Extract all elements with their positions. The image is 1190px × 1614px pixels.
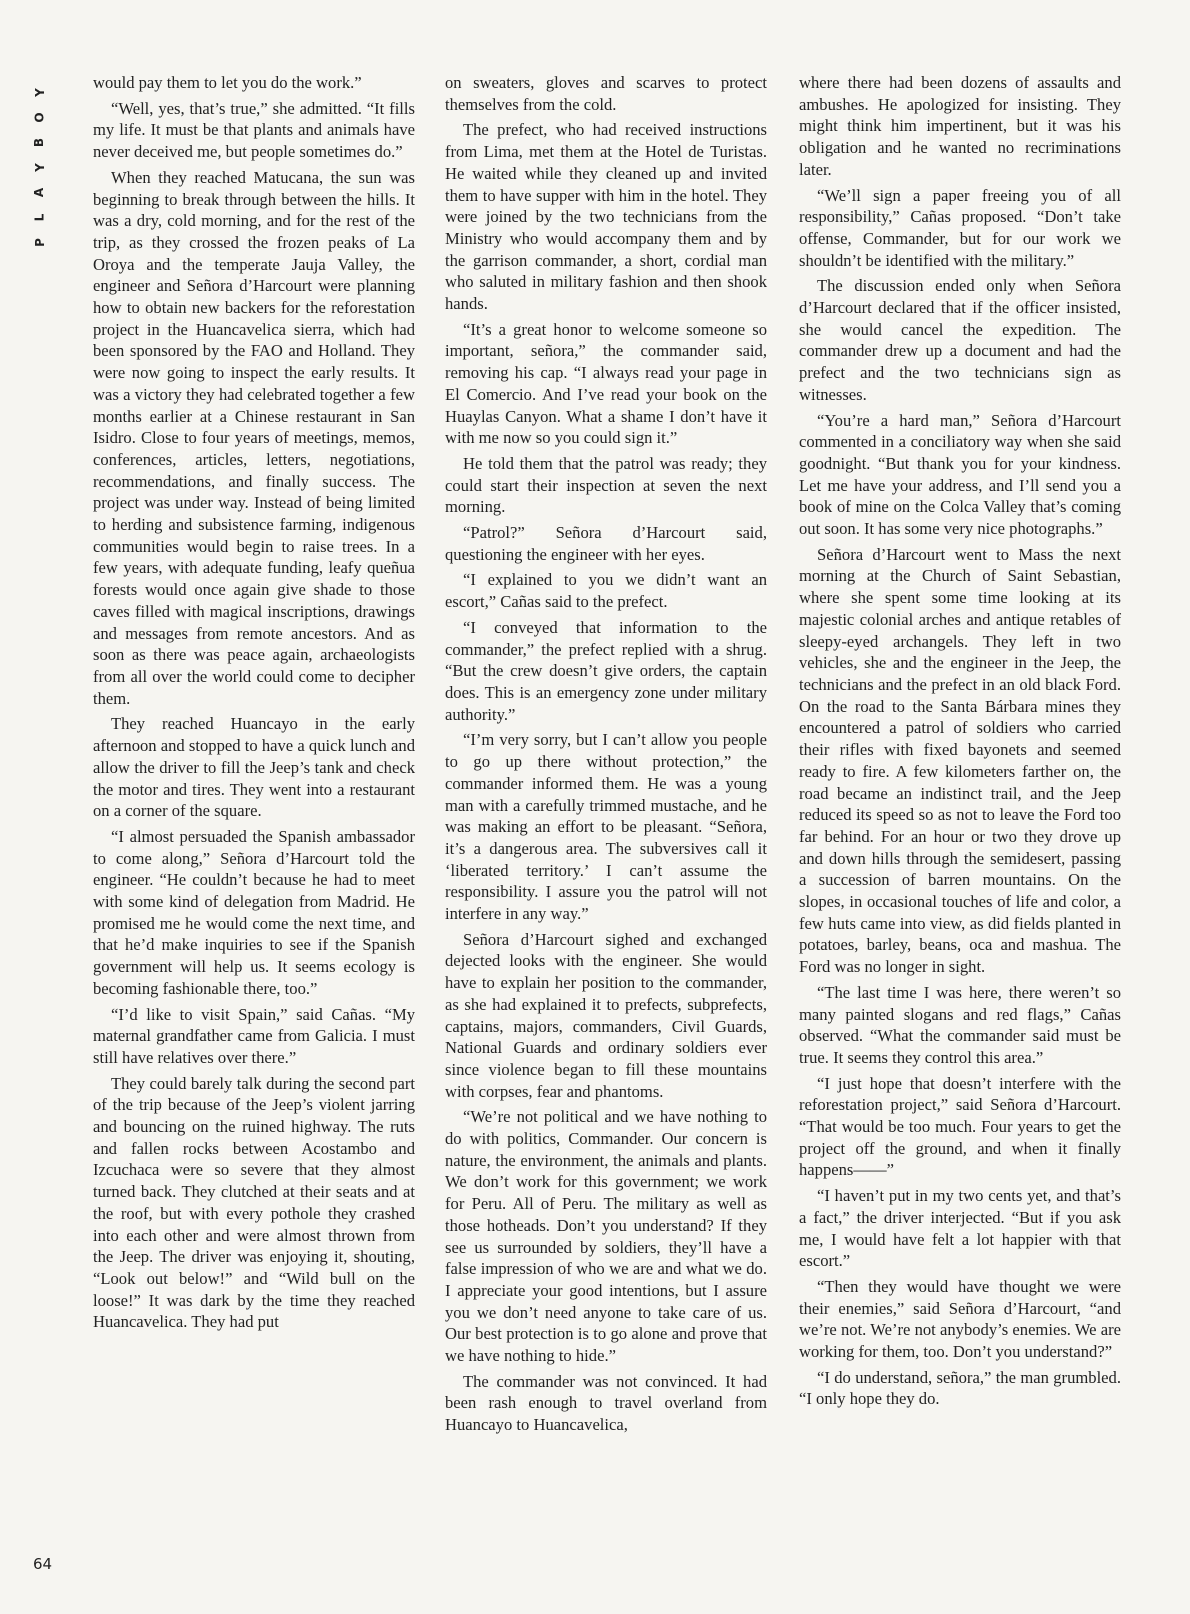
paragraph: “Then they would have thought we were their enemies,” said Señora d’Harcourt, “and we’re not. We’re not anybody’s enemies. We are working for them, too. Don’t you understand?” (799, 1276, 1121, 1362)
paragraph: “I almost persuaded the Spanish ambassador to come along,” Señora d’Harcourt told the engineer. “He couldn’t because he had to meet with some kind of delegation from Madrid. He promised me he would come the next time, and that he’d make inquiries to see if the Spanish government will help us. It seems ecology is becoming fashionable there, too.” (93, 826, 415, 998)
paragraph: would pay them to let you do the work.” (93, 73, 362, 92)
paragraph: “I explained to you we didn’t want an escort,” Cañas said to the prefect. (445, 570, 767, 612)
paragraph: Señora d’Harcourt went to Mass the next morning at the Church of Saint Sebastian, where she spent some time looking at its majestic colonial arches and antique retables of sleepy-eyed archangels. They left in two vehicles, she and the engineer in the Jeep, the technicians and the prefect in an old black Ford. On the road to the Santa Bárbara mines they encountered a patrol of soldiers who carried their rifles with fixed bayonets and seemed ready to fire. A few kilometers farther on, the road became an indistinct trail, and the Jeep reduced its speed so as not to leave the Ford too far behind. For an hour or two they drove up and down hills through the semidesert, passing a succession of barren mountains. On the slopes, in occasional touches of life and color, a few huts came into view, as did fields planted in potatoes, barley, beans, oca and mashua. The Ford was no longer in sight. (799, 544, 1121, 977)
paragraph: “I haven’t put in my two cents yet, and that’s a fact,” the driver interjected. “But if you ask me, I would have felt a lot happier with that escort.” (799, 1186, 1121, 1271)
paragraph: They could barely talk during the second part of the trip because of the Jeep’s violent jarring and bouncing on the ruined highway. The ruts and fallen rocks between Acostambo and Izcuchaca were so severe that they almost turned back. They clutched at their seats and at the roof, but with every pothole they crashed into each other and were almost thrown from the Jeep. The driver was enjoying it, shouting, “Look out below!” and “Wild bull on the loose!” It was dark by the time they reached Huancavelica. They had put (93, 1073, 415, 1332)
logo-letter: O (32, 112, 47, 123)
logo-letter: Y (32, 88, 47, 97)
paragraph: “It’s a great honor to welcome someone so important, señora,” the commander said, removing his cap. “I always read your page in El Comercio. And I’ve read your book on the Huaylas Canyon. What a shame I don’t have it with me now so you could sign it.” (445, 319, 767, 448)
paragraph: Señora d’Harcourt sighed and exchanged dejected looks with the engineer. She would have to explain her position to the commander, as she had explained it to prefects, subprefects, captains, majors, commanders, Civil Guards, National Guards and ordinary soldiers ever since violence began to fill these mountains with corpses, fear and phantoms. (445, 929, 767, 1101)
logo-letter: L (32, 213, 47, 222)
logo-letter: Y (32, 163, 47, 172)
paragraph: “We’re not political and we have nothing to do with politics, Commander. Our concern is nature, the environment, the animals and plants. We don’t work for this government; we work for Peru. All of Peru. The military as well as those hotheads. Don’t you understand? If they see us surrounded by soldiers, they’ll have a false impression of who we are and what we do. I appreciate your good intentions, but I assure you we don’t need anyone to take care of us. Our best protection is to go alone and prove that we have nothing to hide.” (445, 1107, 767, 1366)
page-number: 64 (33, 1555, 53, 1573)
paragraph: “Patrol?” Señora d’Harcourt said, questioning the engineer with her eyes. (445, 523, 767, 564)
paragraph: where there had been dozens of assaults and ambushes. He apologized for insisting. They might think him impertinent, but it was his obligation and he wanted no recriminations later. (799, 73, 1121, 179)
paragraph: “I conveyed that information to the commander,” the prefect replied with a shrug. “But the crew doesn’t give orders, the captain does. This is an emergency zone under military authority.” (445, 617, 767, 724)
paragraph: “I’d like to visit Spain,” said Cañas. “My maternal grandfather came from Galicia. I must still have relatives over there.” (93, 1004, 415, 1067)
paragraph: “I just hope that doesn’t interfere with the reforestation project,” said Señora d’Harcourt. “That would be too much. Four years to get the project off the ground, and when it finally happens——” (799, 1073, 1121, 1180)
text-column-2 (445, 72, 767, 1440)
logo-letter: A (32, 187, 47, 198)
paragraph: on sweaters, gloves and scarves to protect themselves from the cold. (445, 73, 767, 114)
paragraph: The commander was not convinced. It had been rash enough to travel overland from Huancayo to Huancavelica, (445, 1371, 767, 1435)
paragraph: “I’m very sorry, but I can’t allow you people to go up there without protection,” the commander informed them. He was a young man with a carefully trimmed mustache, and he was making an effort to be pleasant. “Señora, it’s a dangerous area. The subversives call it ‘liberated territory.’ I can’t assume the responsibility. I assure you the patrol will not interfere in any way.” (445, 730, 767, 924)
paragraph: The prefect, who had received instructions from Lima, met them at the Hotel de Turistas. He waited while they cleaned up and invited them to have supper with him in the hotel. They were joined by the two technicians from the Ministry who would accompany them and by the garrison commander, a short, cordial man who saluted in military fashion and then shook hands. (445, 120, 767, 314)
paragraph: “I do understand, señora,” the man grumbled. “I only hope they do. (799, 1367, 1121, 1409)
logo-letter: B (32, 137, 47, 148)
paragraph: They reached Huancayo in the early afternoon and stopped to have a quick lunch and allow the driver to fill the Jeep’s tank and check the motor and tires. They went into a restaurant on a corner of the square. (93, 714, 415, 821)
paragraph: “Well, yes, that’s true,” she admitted. “It fills my life. It must be that plants and animals have never deceived me, but people sometimes do.” (93, 98, 415, 162)
text-column-3 (799, 72, 1121, 1414)
magazine-logo (30, 80, 50, 255)
text-column-1 (93, 72, 415, 1337)
paragraph: “You’re a hard man,” Señora d’Harcourt commented in a conciliatory way when she said goodnight. “But thank you for your kindness. Let me have your address, and I’ll send you a book of mine on the Colca Valley that’s coming out soon. It has some very nice photographs.” (799, 410, 1121, 539)
logo-letter: P (32, 238, 47, 247)
paragraph: When they reached Matucana, the sun was beginning to break through between the hills. It was a dry, cold morning, and for the rest of the trip, as they crossed the frozen peaks of La Oroya and the temperate Jauja Valley, the engineer and Señora d’Harcourt were planning how to obtain new backers for the reforestation project in the Huancavelica sierra, which had been sponsored by the FAO and Holland. They were now going to inspect the early results. It was a victory they had celebrated together a few months earlier at a Chinese restaurant in San Isidro. Close to four years of meetings, memos, conferences, articles, letters, negotiations, recommendations, and finally success. The project was under way. Instead of being limited to herding and subsistence farming, indigenous communities would begin to raise trees. In a few years, with adequate funding, leafy queñua forests would once again give shade to those caves filled with magical inscriptions, drawings and messages from remote ancestors. And as soon as there was peace again, archaeologists from all over the world could come to decipher them. (93, 167, 415, 708)
paragraph: “The last time I was here, there weren’t so many painted slogans and red flags,” Cañas observed. “What the commander said must be true. It seems they control this area.” (799, 982, 1121, 1067)
paragraph: The discussion ended only when Señora d’Harcourt declared that if the officer insisted, she would cancel the expedition. The commander drew up a document and had the prefect and the two technicians sign as witnesses. (799, 276, 1121, 404)
paragraph: “We’ll sign a paper freeing you of all responsibility,” Cañas proposed. “Don’t take offense, Commander, but for our work we shouldn’t be identified with the military.” (799, 185, 1121, 270)
paragraph: He told them that the patrol was ready; they could start their inspection at seven the next morning. (445, 453, 767, 517)
